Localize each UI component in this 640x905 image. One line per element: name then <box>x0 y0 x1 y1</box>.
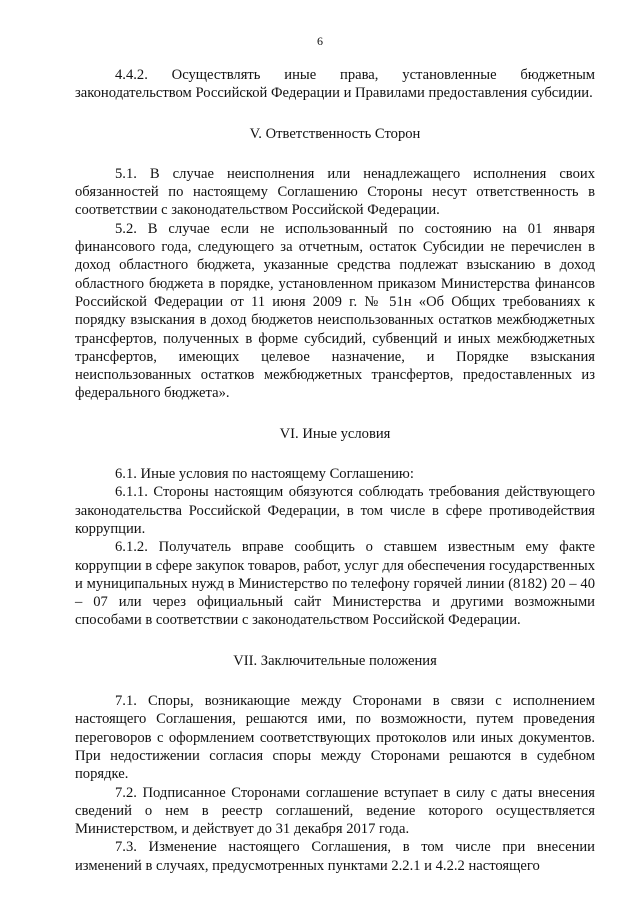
paragraph-7-3: 7.3. Изменение настоящего Соглашения, в том числе при внесении изменений в случаях, предусмотренных пунктами 2.2.1 и 4.2.2 настоящего <box>75 839 595 874</box>
document-body <box>75 66 595 875</box>
page-number: 6 <box>317 34 323 48</box>
paragraph-7-2: 7.2. Подписанное Сторонами соглашение вступает в силу с даты внесения сведений о нем в реестр соглашений, ведение которого осуществляется Министерством, и действует до 31 декабря 2017 года. <box>75 784 595 838</box>
paragraph-6-1-2: 6.1.2. Получатель вправе сообщить о ставшем известным ему факте коррупции в сфере закупок товаров, работ, услуг для обеспечения государственных и муниципальных нужд в Министерство по телефону горячей линии (8182) 20 – 40 – 07 или через официальный сайт Министерства и другими возможными способами в соответствии с законодательством Российской Федерации. <box>75 539 596 629</box>
paragraph-5-2: 5.2. В случае если не использованный по состоянию на 01 января финансового года, следующего за отчетным, остаток Субсидии не перечислен в доход областного бюджета, указанные средства подлежат взысканию в доход областного бюджета в порядке, установленном приказом Министерства финансов Российской Федерации от 11 июня 2009 г. № 51н «Об Общих требованиях к порядку взыскания в доход бюджетов неиспользованных остатков межбюджетных трансфертов, полученных в форме субсидий, субвенций и иных межбюджетных трансфертов, имеющих целевое назначение, и Порядке взыскания неиспользованных остатков межбюджетных трансфертов, предоставленных из федерального бюджета». <box>75 220 595 402</box>
section-heading-7: VII. Заключительные положения <box>233 652 437 669</box>
paragraph-7-1: 7.1. Споры, возникающие между Сторонами в связи с исполнением настоящего Соглашения, решаются ими, по возможности, путем проведения переговоров с оформлением соответствующих протоколов или иных документов. При недостижении согласия споры между Сторонами решаются в судебном порядке. <box>75 693 595 783</box>
section-heading-6: VI. Иные условия <box>279 425 391 442</box>
paragraph-5-1: 5.1. В случае неисполнения или ненадлежащего исполнения своих обязанностей по настоящему Соглашению Стороны несут ответственность в соответствии с законодательством Российской Федерации. <box>75 165 595 219</box>
section-heading-5: V. Ответственность Сторон <box>249 125 421 142</box>
paragraph-6-1-1: 6.1.1. Стороны настоящим обязуются соблюдать требования действующего законодательства Российской Федерации, в том числе в сфере противодействия коррупции. <box>75 484 595 537</box>
paragraph-4-4-2: 4.4.2. Осуществлять иные права, установленные бюджетным законодательством Российской Федерации и Правилами предоставления субсидии. <box>75 67 595 102</box>
paragraph-6-1: 6.1. Иные условия по настоящему Соглашению: <box>115 466 414 483</box>
